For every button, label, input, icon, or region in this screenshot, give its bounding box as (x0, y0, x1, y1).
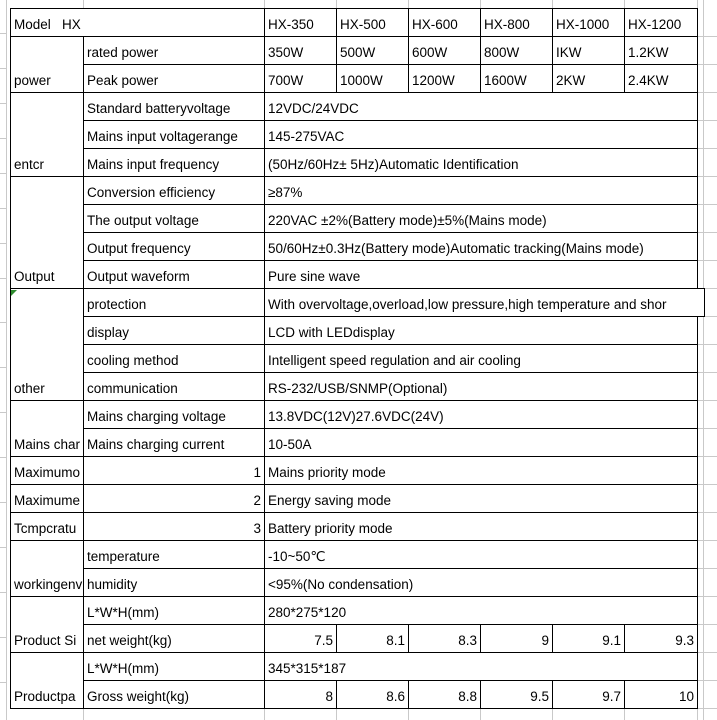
cell-rated-800[interactable]: 800W (480, 36, 553, 65)
grid-line (408, 708, 409, 720)
cell-group-output[interactable]: Output (10, 176, 84, 289)
cell-label-output-voltage[interactable]: The output voltage (83, 204, 265, 233)
cell-model-header[interactable]: Model HX (10, 8, 265, 37)
cell-net-weight-800[interactable]: 9 (480, 624, 553, 653)
cell-model-hx350[interactable]: HX-350 (264, 8, 337, 37)
cell-label-temperature[interactable]: temperature (83, 540, 265, 569)
cell-value-mode-2[interactable]: Energy saving mode (264, 484, 698, 513)
grid-line (6, 0, 7, 720)
cell-label-rated-power[interactable]: rated power (83, 36, 265, 65)
cell-value-input-voltage[interactable]: 145-275VAC (264, 120, 698, 149)
grid-line (552, 0, 553, 8)
cell-group-product-package[interactable]: Productpa (10, 652, 84, 709)
cell-group-maximumo[interactable]: Maximumo (10, 456, 84, 485)
cell-peak-1000[interactable]: 2KW (552, 64, 625, 93)
cell-value-communication[interactable]: RS-232/USB/SNMP(Optional) (264, 372, 698, 401)
cell-net-weight-500[interactable]: 8.1 (336, 624, 409, 653)
cell-rated-1000[interactable]: IKW (552, 36, 625, 65)
cell-label-display[interactable]: display (83, 316, 265, 345)
cell-label-input-frequency[interactable]: Mains input frequency (83, 148, 265, 177)
cell-label-humidity[interactable]: humidity (83, 568, 265, 597)
grid-line (336, 708, 337, 720)
cell-gross-weight-600[interactable]: 8.8 (408, 680, 481, 709)
cell-group-entcr[interactable]: entcr (10, 92, 84, 177)
cell-gross-weight-1200[interactable]: 10 (624, 680, 698, 709)
cell-peak-600[interactable]: 1200W (408, 64, 481, 93)
cell-label-protection[interactable]: protection (83, 288, 265, 317)
cell-value-cooling[interactable]: Intelligent speed regulation and air cooling (264, 344, 698, 373)
cell-value-size-lwh[interactable]: 280*275*120 (264, 596, 698, 625)
grid-line (264, 708, 265, 720)
cell-label-peak-power[interactable]: Peak power (83, 64, 265, 93)
error-indicator-triangle (11, 290, 17, 296)
cell-peak-800[interactable]: 1600W (480, 64, 553, 93)
cell-model-hx1000[interactable]: HX-1000 (552, 8, 625, 37)
cell-rated-1200[interactable]: 1.2KW (624, 36, 698, 65)
cell-label-charging-voltage[interactable]: Mains charging voltage (83, 400, 265, 429)
grid-line (552, 708, 553, 720)
cell-mode-num-3[interactable]: 3 (83, 512, 265, 541)
cell-label-size-lwh[interactable]: L*W*H(mm) (83, 596, 265, 625)
cell-label-output-waveform[interactable]: Output waveform (83, 260, 265, 289)
grid-line (624, 0, 625, 8)
cell-value-input-frequency[interactable]: (50Hz/60Hz± 5Hz)Automatic Identification (264, 148, 698, 177)
cell-mode-num-2[interactable]: 2 (83, 484, 265, 513)
cell-label-cooling[interactable]: cooling method (83, 344, 265, 373)
cell-value-output-waveform[interactable]: Pure sine wave (264, 260, 698, 289)
grid-line (697, 0, 698, 8)
cell-mode-num-1[interactable]: 1 (83, 456, 265, 485)
cell-model-hx600[interactable]: HX-600 (408, 8, 481, 37)
cell-label-output-frequency[interactable]: Output frequency (83, 232, 265, 261)
grid-line (264, 0, 265, 8)
cell-net-weight-1200[interactable]: 9.3 (624, 624, 698, 653)
cell-peak-350[interactable]: 700W (264, 64, 337, 93)
grid-line (336, 0, 337, 8)
cell-value-charging-voltage[interactable]: 13.8VDC(12V)27.6VDC(24V) (264, 400, 698, 429)
cell-group-maximume[interactable]: Maximume (10, 484, 84, 513)
cell-model-hx1200[interactable]: HX-1200 (624, 8, 698, 37)
cell-gross-weight-800[interactable]: 9.5 (480, 680, 553, 709)
cell-group-tcmpcratu[interactable]: Tcmpcratu (10, 512, 84, 541)
grid-line (480, 708, 481, 720)
spec-table (10, 8, 705, 709)
cell-label-communication[interactable]: communication (83, 372, 265, 401)
cell-value-battery-voltage[interactable]: 12VDC/24VDC (264, 92, 698, 121)
grid-line (83, 708, 84, 720)
cell-label-battery-voltage[interactable]: Standard batteryvoltage (83, 92, 265, 121)
cell-value-display[interactable]: LCD with LEDdisplay (264, 316, 698, 345)
cell-group-other[interactable]: other (10, 288, 84, 401)
cell-value-protection[interactable]: With overvoltage,overload,low pressure,high temperature and shor (264, 288, 705, 317)
cell-peak-500[interactable]: 1000W (336, 64, 409, 93)
cell-label-input-voltage[interactable]: Mains input voltagerange (83, 120, 265, 149)
cell-value-temperature[interactable]: -10~50℃ (264, 540, 698, 569)
cell-model-hx800[interactable]: HX-800 (480, 8, 553, 37)
cell-rated-600[interactable]: 600W (408, 36, 481, 65)
cell-net-weight-600[interactable]: 8.3 (408, 624, 481, 653)
cell-value-charging-current[interactable]: 10-50A (264, 428, 698, 457)
cell-gross-weight-1000[interactable]: 9.7 (552, 680, 625, 709)
cell-value-efficiency[interactable]: ≥87% (264, 176, 698, 205)
cell-value-output-frequency[interactable]: 50/60Hz±0.3Hz(Battery mode)Automatic tracking(Mains mode) (264, 232, 698, 261)
cell-label-net-weight[interactable]: net weight(kg) (83, 624, 265, 653)
cell-group-power[interactable]: power (10, 36, 84, 93)
cell-rated-500[interactable]: 500W (336, 36, 409, 65)
cell-net-weight-1000[interactable]: 9.1 (552, 624, 625, 653)
cell-label-efficiency[interactable]: Conversion efficiency (83, 176, 265, 205)
grid-line (83, 0, 84, 8)
cell-value-mode-3[interactable]: Battery priority mode (264, 512, 698, 541)
grid-line (624, 708, 625, 720)
cell-group-mains-charging[interactable]: Mains char (10, 400, 84, 457)
cell-group-product-size[interactable]: Product Si (10, 596, 84, 653)
cell-label-gross-weight[interactable]: Gross weight(kg) (83, 680, 265, 709)
cell-value-output-voltage[interactable]: 220VAC ±2%(Battery mode)±5%(Mains mode) (264, 204, 698, 233)
cell-label-package-lwh[interactable]: L*W*H(mm) (83, 652, 265, 681)
grid-line (480, 0, 481, 8)
cell-value-mode-1[interactable]: Mains priority mode (264, 456, 698, 485)
cell-model-hx500[interactable]: HX-500 (336, 8, 409, 37)
grid-line (697, 708, 698, 720)
cell-peak-1200[interactable]: 2.4KW (624, 64, 698, 93)
cell-group-workingenv[interactable]: workingenv (10, 540, 84, 597)
cell-gross-weight-350[interactable]: 8 (264, 680, 337, 709)
cell-value-humidity[interactable]: <95%(No condensation) (264, 568, 698, 597)
cell-gross-weight-500[interactable]: 8.6 (336, 680, 409, 709)
cell-rated-350[interactable]: 350W (264, 36, 337, 65)
cell-value-package-lwh[interactable]: 345*315*187 (264, 652, 698, 681)
cell-label-charging-current[interactable]: Mains charging current (83, 428, 265, 457)
cell-net-weight-350[interactable]: 7.5 (264, 624, 337, 653)
grid-line (408, 0, 409, 8)
